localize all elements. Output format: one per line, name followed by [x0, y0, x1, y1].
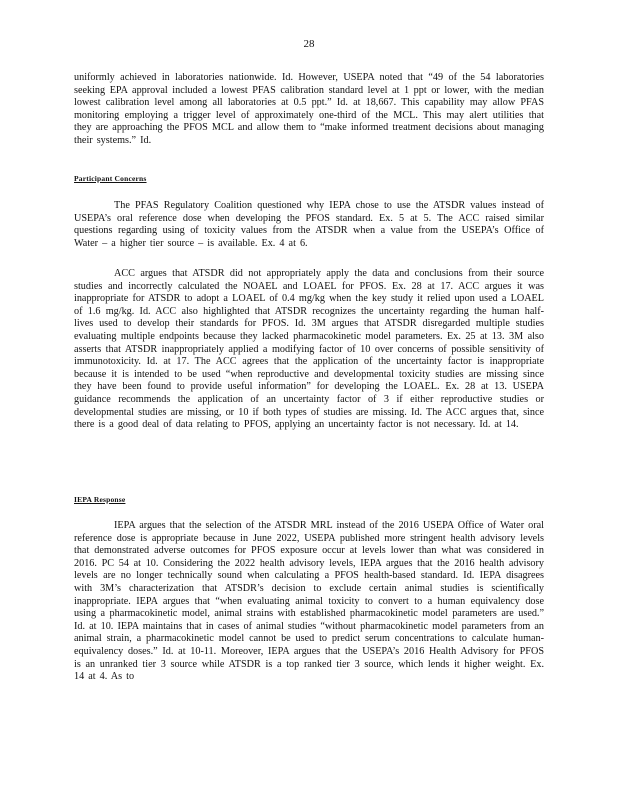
paragraph-acc-arguments: ACC argues that ATSDR did not appropriately apply the data and conclusions from their source studies and incorrectly calculated the NOAEL and LOAEL for PFOS. Ex. 28 at 17. ACC argues it was inappropriate for ATSDR to adopt a LOAEL of 0.4 mg/kg when the key study it relied upon used a LOAEL of 1.6 mg/kg. Id. ACC also highlighted that ATSDR recognizes the uncertainty regarding the human half-lives used to develop their standards for PFOS. Id. 3M argues that ATSDR disregarded multiple studies evaluating multiple endpoints because they lacked pharmacokinetic model parameters. Ex. 25 at 13. 3M also asserts that ATSDR inappropriately applied a modifying factor of 10 over concerns of possible sensitivity of immunotoxicity. Id. at 17. The ACC agrees that the application of the uncertainty factor is inappropriate because it is intended to be used “when reproductive and developmental toxicity studies are missing since they have been found to provide useful information” for developing the LOAEL. Ex. 28 at 13. USEPA guidance recommends the application of an uncertainty factor of 3 if either reproductive studies or developmental studies are missing, or 10 if both types of studies are missing. Id. The ACC argues that, since there is a good deal of data relating to PFOS, applying an uncertainty factor is not necessary. Id. at 14.	[74, 268, 544, 431]
paragraph-iepa-argues: IEPA argues that the selection of the ATSDR MRL instead of the 2016 USEPA Office of Water oral reference dose is appropriate because in June 2022, USEPA published more stringent health advisory levels that demonstrated adverse outcomes for PFOS exposure occur at levels lower than what was considered in 2016. PC 54 at 10. Considering the 2022 health advisory levels, IEPA argues that the 2016 health advisory levels are no longer technically sound when calculating a PFOS health-based standard. Id. IEPA disagrees with 3M’s characterization that ATSDR’s decision to exclude certain animal studies is scientifically inappropriate. IEPA argues that “when evaluating animal toxicity to convert to a human equivalency dose using a pharmacokinetic model, animal strains with established pharmacokinetic model parameters are used.” Id. at 10. IEPA maintains that in cases of animal studies “without pharmacokinetic model parameters from an animal strain, a pharmacokinetic model cannot be used to predict serum concentrations to calculate human-equivalency doses.” Id. at 10-11. Moreover, IEPA argues that the USEPA’s 2016 Health Advisory for PFOS is an unranked tier 3 source while ATSDR is a top ranked tier 3 source, which lends it higher weight. Ex. 14 at 4. As to	[74, 520, 544, 683]
page-number: 28	[303, 38, 315, 50]
intro-paragraph: uniformly achieved in laboratories nationwide. Id. However, USEPA noted that “49 of the 54 laboratories seeking EPA approval included a lowest PFAS calibration standard level at 1 ppt or lower, with the median lowest calibration level among all laboratories at 0.5 ppt.” Id. at 18,667. This capability may allow PFAS monitoring employing a trigger level of approximately one-third of the MCL. This may alert utilities that they are approaching the PFOS MCL and allow them to “make informed treatment decisions about managing their systems.” Id.	[74, 72, 544, 146]
heading-iepa-response: IEPA Response	[74, 495, 126, 504]
paragraph-coalition: The PFAS Regulatory Coalition questioned why IEPA chose to use the ATSDR values instead of USEPA’s oral reference dose when developing the PFOS standard. Ex. 5 at 5. The ACC raised similar questions regarding using of toxicity values from the ATSDR when a value from the USEPA’s Office of Water – a higher tier source – is available. Ex. 4 at 6.	[74, 200, 544, 249]
heading-participant-concerns: Participant Concerns	[74, 174, 147, 183]
